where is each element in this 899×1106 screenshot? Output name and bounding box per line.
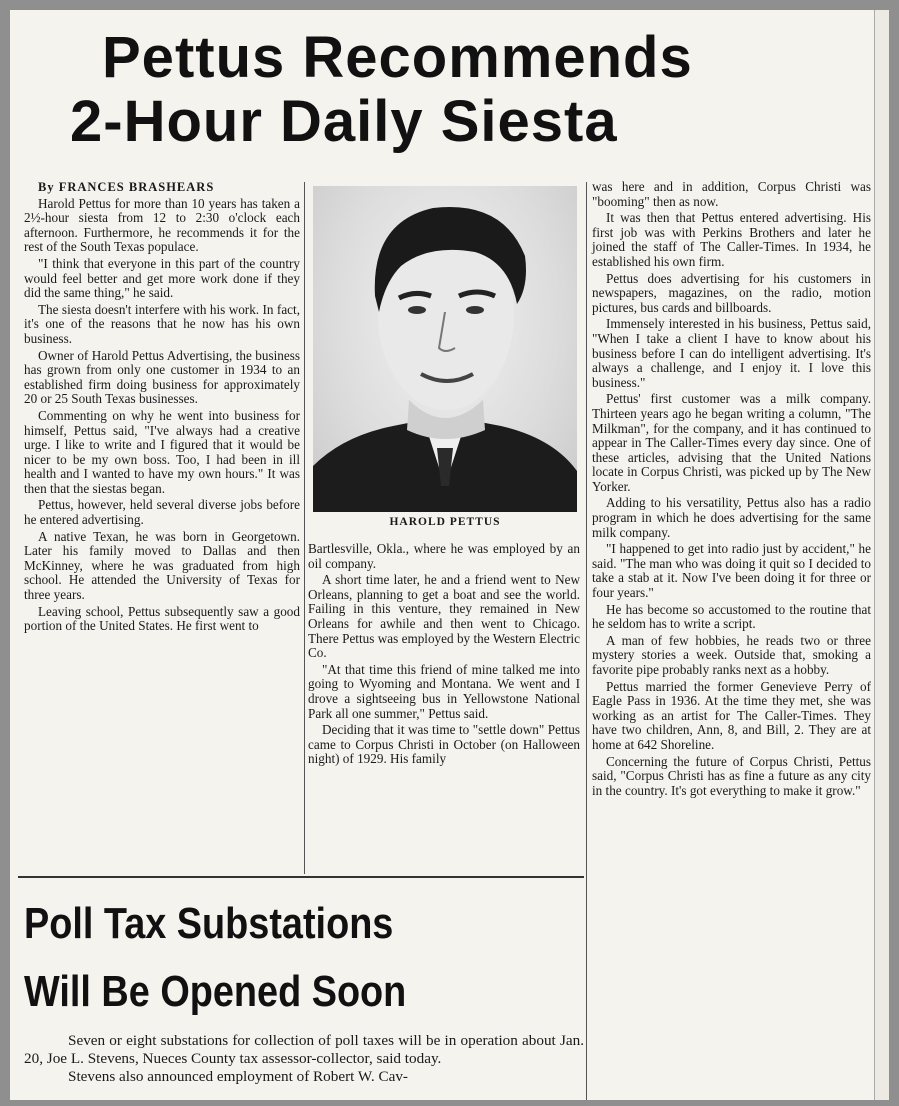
paragraph: Pettus does advertising for his customers in newspapers, magazines, on the radio, motion pictures, bus cards and billboards.: [592, 270, 871, 315]
paragraph: Bartlesville, Okla., where he was employed by an oil company.: [308, 541, 580, 571]
poll-tax-body: [24, 1032, 584, 1086]
article-column-2: [308, 542, 580, 769]
paragraph: Pettus married the former Genevieve Perry of Eagle Pass in 1936. At the time they met, she was working as an artist for The Caller-Times. They have two children, Ann, 8, and Bill, 2. They are at home at 642 Shoreline.: [592, 678, 871, 752]
paragraph: Pettus, however, held several diverse jobs before he entered advertising.: [24, 497, 300, 528]
article-column-1: [24, 180, 300, 636]
poll-headline-line-2: Will Be Opened Soon: [24, 967, 407, 1016]
newspaper-page: [10, 10, 889, 1100]
article-headline: [70, 26, 850, 154]
photo-caption: HAROLD PETTUS: [389, 516, 501, 528]
paragraph: Harold Pettus for more than 10 years has taken a 2½-hour siesta from 12 to 2:30 o'clock each afternoon. Furthermore, he recommends it for the rest of the South Texas populace.: [24, 195, 300, 255]
paragraph: Adding to his versatility, Pettus also has a radio program in which he does advertising for the same milk company.: [592, 495, 871, 540]
article-column-3: [592, 180, 871, 800]
paragraph: Stevens also announced employment of Robert W. Cav-: [68, 1068, 408, 1085]
paragraph: A native Texan, he was born in Georgetown. Later his family moved to Dallas and then McKinney, where he was graduated from high school. He attended the University of Texas for three years.: [24, 528, 300, 603]
paragraph: Pettus' first customer was a milk company. Thirteen years ago he began writing a column, "The Milkman", for the company, and it has continued to appear in The Caller-Times every day since. One of these articles, advising that the United Nations locate in Corpus Christi, was picked up by The New Yorker.: [592, 391, 871, 494]
paragraph: The siesta doesn't interfere with his work. In fact, it's one of the reasons that he now has his own business.: [24, 301, 300, 346]
paragraph: "I think that everyone in this part of the country would feel better and get more work done if they did the same thing," he said.: [24, 255, 300, 301]
paragraph: It was then that Pettus entered advertising. His first job was with Perkins Brothers and later he joined the staff of The Caller-Times. In 1934, he established his own firm.: [592, 210, 871, 269]
paragraph: A man of few hobbies, he reads two or three mystery stories a week. Outside that, smoking a favorite pipe probably ranks next as a hobby.: [592, 632, 871, 677]
paragraph: Deciding that it was time to "settle down" Pettus came to Corpus Christi in October (on Halloween night) of 1929. His family: [308, 722, 580, 767]
paragraph: "I happened to get into radio just by accident," he said. "The man who was doing it quit so I decided to take a stab at it. Now I've been doing it for three or four years.": [592, 541, 871, 601]
poll-tax-headline: [24, 890, 506, 1026]
byline: By FRANCES BRASHEARS: [38, 180, 215, 194]
paragraph: Owner of Harold Pettus Advertising, the business has grown from only one customer in 1934 to an established firm doing business for approximately 20 or 25 South Texas businesses.: [24, 347, 300, 407]
paragraph: Seven or eight substations for collection of poll taxes will be in operation about Jan. 20, Joe L. Stevens, Nueces County tax assessor-collector, said today.: [24, 1032, 584, 1067]
paragraph: Commenting on why he went into business for himself, Pettus said, "I've always had a creative urge. I like to write and I figured that it would be nicer to be my own boss. Too, I had been in ill health and I wanted to have my own hours." It was then that the siestas began.: [24, 407, 300, 496]
paragraph: Concerning the future of Corpus Christi, Pettus said, "Corpus Christi has as fine a future as any city in the country. It's got everything to make it grow.": [592, 753, 871, 798]
portrait-illustration: [313, 186, 577, 512]
paragraph: "At that time this friend of mine talked me into going to Wyoming and Montana. We went and I drove a sightseeing bus in Yellowstone National Park all one summer," Pettus said.: [308, 661, 580, 721]
section-divider: [18, 876, 584, 878]
paragraph: was here and in addition, Corpus Christi was "booming" then as now.: [592, 179, 871, 209]
adjacent-column-edge: [874, 10, 889, 1100]
paragraph: Leaving school, Pettus subsequently saw a good portion of the United States. He first went to: [24, 603, 300, 634]
column-rule: [586, 182, 587, 1100]
portrait-photo: [313, 186, 577, 512]
column-rule: [304, 182, 305, 874]
paragraph: He has become so accustomed to the routine that he seldom has to write a script.: [592, 601, 871, 632]
headline-line-2: 2-Hour Daily Siesta: [70, 89, 618, 154]
paragraph: Immensely interested in his business, Pettus said, "When I take a client I have to know about his business before I can do intelligent advertising. It's always a challenge, and I enjoy it. I love this business.": [592, 316, 871, 390]
paragraph: A short time later, he and a friend went to New Orleans, planning to get a boat and see the world. Failing in this venture, they remained in New Orleans for awhile and then went to Chicago. There Pettus was employed by the Western Electric Co.: [308, 572, 580, 661]
headline-line-1: Pettus Recommends: [102, 25, 693, 90]
poll-headline-line-1: Poll Tax Substations: [24, 899, 394, 948]
